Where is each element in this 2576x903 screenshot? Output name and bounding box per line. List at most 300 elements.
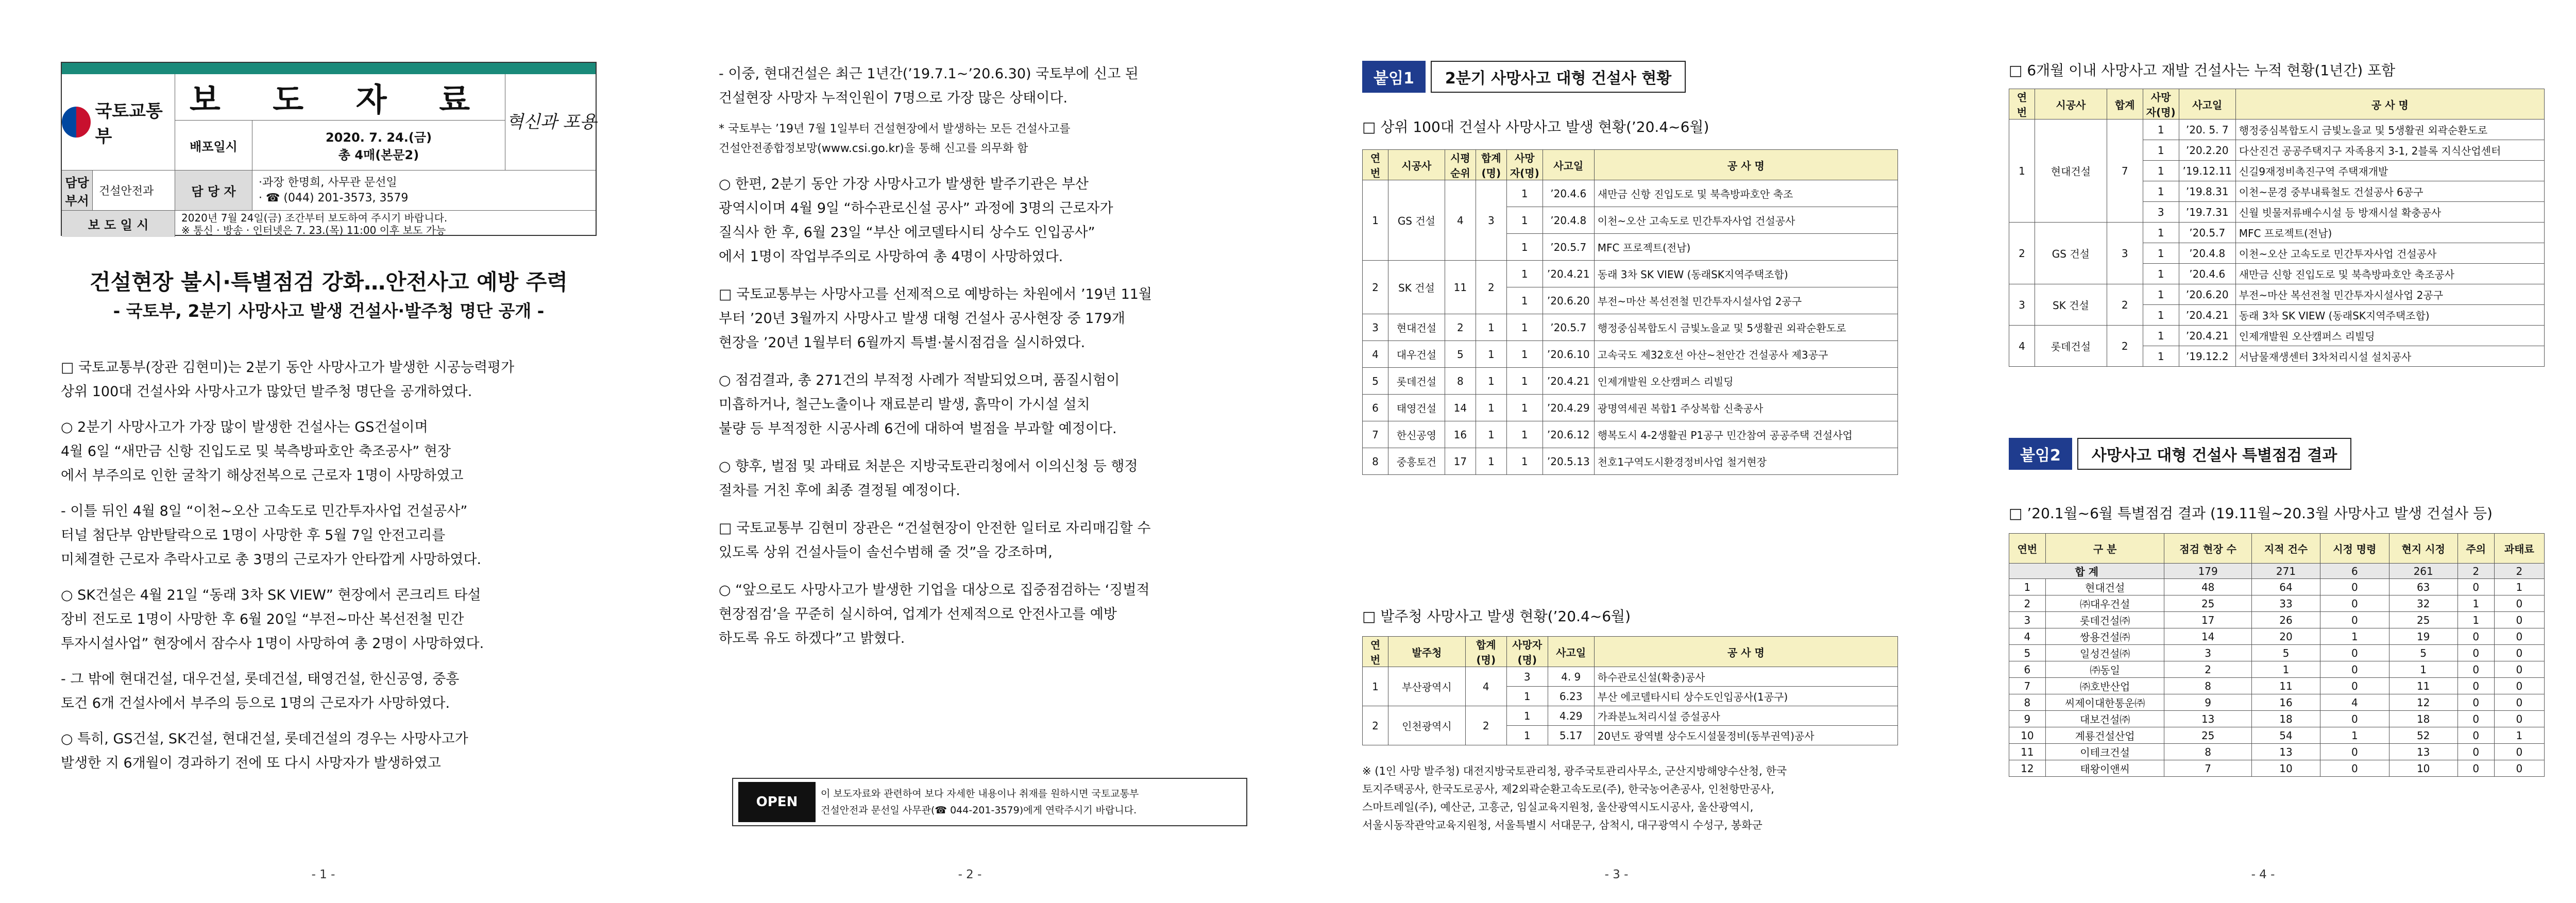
table-cell: 1 <box>1506 261 1543 287</box>
table-row <box>1363 667 1898 687</box>
table-cell: ’20.4.8 <box>1543 207 1594 234</box>
table-row <box>2009 284 2545 305</box>
table-row <box>1363 448 1898 475</box>
table-row <box>1363 341 1898 368</box>
table-cell: 행정중심복합도시 금빛노을교 및 5생활권 외곽순환도로 <box>2235 120 2544 140</box>
table-cell: 태영건설 <box>1388 395 1445 421</box>
dept-label: 담당 부서 <box>62 171 93 210</box>
body-line: 광역시이며 4월 9일 “하수관로신설 공사” 과정에 3명의 근로자가 <box>719 200 1113 216</box>
column-header: 연번 <box>1363 637 1388 667</box>
table-cell: 3 <box>1363 314 1388 341</box>
table-cell: 롯데건설 <box>2035 326 2107 367</box>
table-cell: 동래 3차 SK VIEW (동래SK지역주택조합) <box>2235 305 2544 326</box>
table-cell: 부산광역시 <box>1388 667 1465 706</box>
column-header: 합계(명) <box>1465 637 1506 667</box>
body-line: □ 국토교통부는 사망사고를 선제적으로 예방하는 차원에서 ’19년 11월 <box>719 286 1153 302</box>
table-cell: 1 <box>2143 161 2179 181</box>
table-cell: 2 <box>1445 314 1476 341</box>
table-cell: 3 <box>2164 645 2251 661</box>
table-cell: 7 <box>2164 760 2251 777</box>
table-cell: 8 <box>2164 678 2251 694</box>
table-cell: 이천~오산 고속도로 민간투자사업 건설공사 <box>2235 243 2544 264</box>
column-header: 주의 <box>2458 534 2494 564</box>
table-cell: 13 <box>2164 711 2251 727</box>
table-cell: 5 <box>1363 368 1388 395</box>
column-header: 사고일 <box>2179 89 2235 120</box>
table-cell: 0 <box>2494 645 2544 661</box>
table-cell: 1 <box>2143 140 2179 161</box>
column-header: 사고일 <box>1543 150 1594 180</box>
table-cell: 고속국도 제32호선 아산~천안간 건설공사 제3공구 <box>1594 341 1897 368</box>
table-cell: 1 <box>1506 706 1548 726</box>
client-deaths-table <box>1362 636 1898 745</box>
page1-body <box>61 355 607 775</box>
table-cell: 1 <box>2251 661 2320 678</box>
body-line: - 이중, 현대건설은 최근 1년간(’19.7.1~’20.6.30) 국토부에 신고 된 <box>719 66 1139 82</box>
column-header: 합계(명) <box>1476 150 1506 180</box>
body-line: 상위 100대 건설사와 사망사고가 많았던 발주청 명단을 공개하였다. <box>61 384 472 400</box>
table-cell: 8 <box>2164 744 2251 760</box>
table-cell: 7 <box>2009 678 2046 694</box>
total-row <box>2009 564 2545 579</box>
body-line: ○ “앞으로도 사망사고가 발생한 기업을 대상으로 집중점검하는 ‘징벌적 <box>719 582 1150 598</box>
table-cell: 5 <box>2251 645 2320 661</box>
table-cell: 1 <box>1506 234 1543 261</box>
table-cell: 14 <box>1445 395 1476 421</box>
table-cell: ’20.5.13 <box>1543 448 1594 475</box>
column-header: 연번 <box>1363 150 1388 180</box>
body-line: - 이틀 뒤인 4월 8일 “이천~오산 고속도로 민간투자사업 건설공사” <box>61 503 468 519</box>
table-cell: 25 <box>2164 595 2251 612</box>
table-cell: 서남물재생센터 3차처리시설 설치공사 <box>2235 346 2544 367</box>
table-cell: 5 <box>1445 341 1476 368</box>
table-cell: 261 <box>2389 564 2458 579</box>
table-cell: 14 <box>2164 628 2251 645</box>
table-cell: 롯데건설㈜ <box>2045 612 2164 628</box>
table-cell: 천호1구역도시환경정비사업 철거현장 <box>1594 448 1897 475</box>
body-line: - 그 밖에 현대건설, 대우건설, 롯데건설, 태영건설, 한신공영, 중흥 <box>61 671 460 687</box>
column-header: 과태료 <box>2494 534 2544 564</box>
column-header: 사망자(명) <box>2143 89 2179 120</box>
table-row <box>2009 595 2545 612</box>
table-cell: 새만금 신항 진입도로 및 북측방파호안 축조 <box>1594 180 1897 207</box>
attachment1-heading <box>1362 61 1686 93</box>
column-header: 연번 <box>2009 89 2035 120</box>
body-line: 발생한 지 6개월이 경과하기 전에 또 다시 사망자가 발생하였고 <box>61 755 441 771</box>
page-4 <box>1940 0 2576 903</box>
table-cell: 3 <box>2107 223 2143 284</box>
table-cell: 1 <box>2320 628 2389 645</box>
table-cell: 16 <box>2251 694 2320 711</box>
table-cell: 1 <box>1476 341 1506 368</box>
table-cell: 0 <box>2458 645 2494 661</box>
contact-row <box>62 170 596 210</box>
table-cell: 광명역세권 복합1 주상복합 신축공사 <box>1594 395 1897 421</box>
table-cell: 현대건설 <box>2035 120 2107 223</box>
table-cell: 다산진건 공공주택지구 자족용지 3-1, 2블록 지식산업센터 <box>2235 140 2544 161</box>
table-cell: 20년도 광역별 상수도시설물정비(동부권역)공사 <box>1594 726 1897 745</box>
table-cell: ’19.7.31 <box>2179 202 2235 223</box>
section-title: □ 상위 100대 건설사 사망사고 발생 현황(’20.4~6월) <box>1362 118 1709 135</box>
table-cell: 10 <box>2009 727 2046 744</box>
table-cell: 8 <box>2009 694 2046 711</box>
ministry-logo <box>62 74 175 170</box>
table-cell: 64 <box>2251 579 2320 595</box>
body-line: 절차를 거친 후에 최종 결정될 예정이다. <box>719 483 960 499</box>
table-cell: 0 <box>2320 711 2389 727</box>
table-cell: 0 <box>2494 711 2544 727</box>
table-cell: 1 <box>2143 305 2179 326</box>
table-cell: 2 <box>1465 706 1506 745</box>
body-line: 미체결한 근로자 추락사고로 총 3명의 근로자가 안타깝게 사망하였다. <box>61 552 482 568</box>
body-line: 건설현장 사망자 누적인원이 7명으로 가장 많은 상태이다. <box>719 90 1068 106</box>
table-row <box>1363 706 1898 726</box>
table-row <box>2009 326 2545 346</box>
table-cell: 3 <box>2009 612 2046 628</box>
table-cell: 1 <box>1476 368 1506 395</box>
table-cell: ’20.6.20 <box>1543 287 1594 314</box>
table-cell: 18 <box>2251 711 2320 727</box>
table-cell: 10 <box>2389 760 2458 777</box>
table-cell: 3 <box>1476 180 1506 261</box>
table-cell: 씨제이대한통운㈜ <box>2045 694 2164 711</box>
table-cell: 4 <box>2320 694 2389 711</box>
note <box>1362 762 1908 834</box>
attachment2-tag: 붙임2 <box>2009 438 2072 470</box>
body-line: 4월 6일 “새만금 신항 진입도로 및 북측방파호안 축조공사” 현장 <box>61 444 451 459</box>
column-header: 합계 <box>2107 89 2143 120</box>
table-cell: 0 <box>2458 628 2494 645</box>
table-cell: ’20. 5. 7 <box>2179 120 2235 140</box>
table-cell: 1 <box>1476 314 1506 341</box>
body-line: □ 국토교통부 김현미 장관은 “건설현장이 안전한 일터로 자리매김할 수 <box>719 520 1151 536</box>
table-cell: 1 <box>1506 448 1543 475</box>
slogan-logo: 혁신과 포용 <box>505 74 598 170</box>
embargo-row <box>62 210 596 237</box>
attachment1-title: 2분기 사망사고 대형 건설사 현황 <box>1431 61 1686 93</box>
table-cell: 0 <box>2458 694 2494 711</box>
table-cell: 0 <box>2494 678 2544 694</box>
table-cell: 1 <box>1506 207 1543 234</box>
table-cell: 2 <box>1476 261 1506 314</box>
table-cell: 0 <box>2458 727 2494 744</box>
table-cell: ’20.2.20 <box>2179 140 2235 161</box>
table-cell: 2 <box>2009 223 2035 284</box>
table-cell: 13 <box>2251 744 2320 760</box>
table-cell: 33 <box>2251 595 2320 612</box>
table-cell: 일성건설㈜ <box>2045 645 2164 661</box>
column-header: 공 사 명 <box>2235 89 2544 120</box>
table-cell: 6.23 <box>1548 687 1594 706</box>
table-cell: 11 <box>2251 678 2320 694</box>
table-cell: 1 <box>1506 314 1543 341</box>
person-info: ·과장 한명희, 사무관 문선일 · ☎ (044) 201-3573, 3579 <box>259 176 409 205</box>
section-title: □ ’20.1월~6월 특별점검 결과 (19.11월~20.3월 사망사고 발생 건설사 등) <box>2009 505 2493 522</box>
note-line: 서울시동작관악교육지원청, 서울특별시 서대문구, 삼척시, 대구광역시 수성구, 봉화군 <box>1362 819 1762 831</box>
table-cell: 17 <box>2164 612 2251 628</box>
table-cell: 부전~마산 복선전철 민간투자시설사업 2공구 <box>2235 284 2544 305</box>
body-line: ○ 특히, GS건설, SK건설, 현대건설, 롯데건설의 경우는 사망사고가 <box>61 731 468 747</box>
body-line: ○ SK건설은 4월 21일 “동래 3차 SK VIEW” 현장에서 콘크리트 타설 <box>61 587 481 603</box>
table-cell: 3 <box>2009 284 2035 326</box>
table-cell: 4.29 <box>1548 706 1594 726</box>
column-header: 공 사 명 <box>1594 637 1897 667</box>
table-row <box>2009 694 2545 711</box>
body-line: 부터 ’20년 3월까지 사망사고 발생 대형 건설사 공사현장 중 179개 <box>719 311 1125 327</box>
table-cell: 2 <box>2458 564 2494 579</box>
table-cell: MFC 프로젝트(전남) <box>2235 223 2544 243</box>
table-cell: 0 <box>2320 612 2389 628</box>
table-row <box>1363 421 1898 448</box>
table-cell: 9 <box>2164 694 2251 711</box>
body-line: ○ 한편, 2분기 동안 가장 사망사고가 발생한 발주기관은 부산 <box>719 176 1089 192</box>
table-cell: 11 <box>2389 678 2458 694</box>
table-cell: 1 <box>1506 180 1543 207</box>
open-license-logo: OPEN <box>738 782 816 822</box>
table-cell: 25 <box>2389 612 2458 628</box>
body-line: 하도록 유도 하겠다”고 밝혔다. <box>719 631 905 646</box>
column-header: 사망자(명) <box>1506 637 1548 667</box>
table-cell: 52 <box>2389 727 2458 744</box>
table-cell: 4. 9 <box>1548 667 1594 687</box>
table-cell: 8 <box>1445 368 1476 395</box>
table-cell: 2 <box>1363 261 1388 314</box>
table-cell: 1 <box>2143 243 2179 264</box>
table-cell: 0 <box>2494 612 2544 628</box>
table-cell: 0 <box>2494 744 2544 760</box>
table-cell: 중흥토건 <box>1388 448 1445 475</box>
header-bar <box>62 63 596 74</box>
table-cell: 1 <box>1476 395 1506 421</box>
body-line: 터널 첨단부 암반탈락으로 1명이 사망한 후 5월 7일 안전고리를 <box>61 527 446 543</box>
table-cell: 0 <box>2320 579 2389 595</box>
attachment2-title: 사망사고 대형 건설사 특별점검 결과 <box>2077 438 2351 470</box>
table-cell: ’20.4.8 <box>2179 243 2235 264</box>
section-title: □ 발주청 사망사고 발생 현황(’20.4~6월) <box>1362 608 1631 625</box>
column-header: 시정 명령 <box>2320 534 2389 564</box>
construction-deaths-table <box>1362 149 1898 475</box>
table-cell: 2 <box>2009 595 2046 612</box>
table-cell: 0 <box>2320 760 2389 777</box>
table-cell: 0 <box>2458 744 2494 760</box>
table-cell: 9 <box>2009 711 2046 727</box>
table-cell: 7 <box>2107 120 2143 223</box>
table-cell: 신월 빗물저류배수시설 등 방재시설 확충공사 <box>2235 202 2544 223</box>
table-cell: 현대건설 <box>2045 579 2164 595</box>
table-cell: ’20.5.7 <box>1543 234 1594 261</box>
table-cell: ㈜호반산업 <box>2045 678 2164 694</box>
body-line: □ 국토교통부(장관 김현미)는 2분기 동안 사망사고가 발생한 시공능력평가 <box>61 360 515 376</box>
table-row <box>2009 744 2545 760</box>
table-cell: 8 <box>1363 448 1388 475</box>
table-cell: 3 <box>2143 202 2179 223</box>
table-cell: 5.17 <box>1548 726 1594 745</box>
table-cell: 5 <box>2009 645 2046 661</box>
table-cell: 부전~마산 복선전철 민간투자시설사업 2공구 <box>1594 287 1897 314</box>
table-row <box>2009 760 2545 777</box>
body-line: 건설안전종합정보망(www.csi.go.kr)을 통해 신고를 의무화 함 <box>719 142 1028 155</box>
body-line: 있도록 상위 건설사들이 솔선수범해 줄 것”을 강조하며, <box>719 544 1053 560</box>
table-cell: 32 <box>2389 595 2458 612</box>
table-cell: 10 <box>2251 760 2320 777</box>
table-cell: 1 <box>2458 612 2494 628</box>
table-cell: 1 <box>2009 579 2046 595</box>
table-cell: 쌍용건설㈜ <box>2045 628 2164 645</box>
table-cell: 12 <box>2009 760 2046 777</box>
table-cell: ’20.6.10 <box>1543 341 1594 368</box>
column-header: 사망자(명) <box>1506 150 1543 180</box>
table-cell: 대우건설 <box>1388 341 1445 368</box>
table-cell: 271 <box>2251 564 2320 579</box>
table-cell: 롯데건설 <box>1388 368 1445 395</box>
column-header: 발주청 <box>1388 637 1465 667</box>
table-cell: 1 <box>1506 687 1548 706</box>
table-cell: 행정중심복합도시 금빛노을교 및 5생활권 외곽순환도로 <box>1594 314 1897 341</box>
body-line: ○ 향후, 벌점 및 과태료 처분은 지방국토관리청에서 이의신청 등 행정 <box>719 458 1138 474</box>
table-cell: 1 <box>2009 120 2035 223</box>
note-line: 토지주택공사, 한국도로공사, 제2외곽순환고속도로(주), 한국농어촌공사, 인천항만공사, <box>1362 783 1774 795</box>
page-1 <box>0 0 647 903</box>
table-cell: ’20.6.20 <box>2179 284 2235 305</box>
table-cell: 16 <box>1445 421 1476 448</box>
table-row <box>2009 612 2545 628</box>
page-number: - 1 - <box>311 868 335 881</box>
table-cell: 이천~문경 중부내륙철도 건설공사 6공구 <box>2235 181 2544 202</box>
body-line: 질식사 한 후, 6월 23일 “부산 에코델타시티 상수도 인입공사” <box>719 225 1095 241</box>
column-header: 연번 <box>2009 534 2046 564</box>
table-cell: 인제개발원 오산캠퍼스 리빌딩 <box>2235 326 2544 346</box>
embargo-info: 2020년 7월 24일(금) 조간부터 보도하여 주시기 바랍니다. ※ 통신 · 방송 · 인터넷은 7. 23.(목) 11:00 이후 보도 가능 <box>181 211 448 236</box>
table-cell: 한신공영 <box>1388 421 1445 448</box>
press-release-title: 보 도 자 료 <box>175 74 505 121</box>
open-license-text: 이 보도자료와 관련하여 보다 자세한 내용이나 취재를 원하시면 국토교통부 건설안전과 문선일 사무관(☎ 044-201-3579)에게 연락주시기 바랍니다. <box>821 788 1139 816</box>
table-cell: 6 <box>2320 564 2389 579</box>
table-row <box>1363 368 1898 395</box>
document-subtitle: - 국토부, 2분기 사망사고 발생 건설사·발주청 명단 공개 - <box>113 301 545 321</box>
column-header: 시공사 <box>2035 89 2107 120</box>
taegeuk-icon <box>62 107 91 138</box>
table-cell: ’20.4.21 <box>2179 326 2235 346</box>
document-title: 건설현장 불시·특별점검 강화…안전사고 예방 주력 <box>90 269 568 295</box>
column-header: 현지 시정 <box>2389 534 2458 564</box>
table-cell: 1 <box>2494 579 2544 595</box>
release-label: 배포일시 <box>175 121 252 170</box>
column-header: 공 사 명 <box>1594 150 1897 180</box>
body-line: 장비 전도로 1명이 사망한 후 6월 20일 “부전~마산 복선전철 민간 <box>61 611 464 627</box>
table-row <box>2009 661 2545 678</box>
page-number: - 3 - <box>1604 868 1629 881</box>
table-cell: 0 <box>2458 579 2494 595</box>
table-cell: ’20.4.6 <box>2179 264 2235 284</box>
body-line: ○ 2분기 사망사고가 가장 많이 발생한 건설사는 GS건설이며 <box>61 419 428 435</box>
person-label: 담 당 자 <box>175 171 252 210</box>
table-cell: 1 <box>1476 448 1506 475</box>
table-cell: GS 건설 <box>2035 223 2107 284</box>
table-cell: 19 <box>2389 628 2458 645</box>
table-cell: 1 <box>2143 284 2179 305</box>
table-cell: 26 <box>2251 612 2320 628</box>
table-cell: 0 <box>2320 678 2389 694</box>
table-cell: 1 <box>2494 727 2544 744</box>
table-cell: 1 <box>1363 180 1388 261</box>
column-header: 지적 건수 <box>2251 534 2320 564</box>
table-cell: 0 <box>2458 760 2494 777</box>
table-cell: 4 <box>2009 628 2046 645</box>
table-cell: 0 <box>2494 760 2544 777</box>
body-line: 에서 1명이 작업부주의로 사망하여 총 4명이 사망하였다. <box>719 249 1063 265</box>
table-cell: 2 <box>2164 661 2251 678</box>
table-cell: 새만금 신항 진입도로 및 북측방파호안 축조공사 <box>2235 264 2544 284</box>
repeat-deaths-table <box>2009 89 2545 367</box>
table-cell: 동래 3차 SK VIEW (동래SK지역주택조합) <box>1594 261 1897 287</box>
note-line: 스마트레일(주), 예산군, 고흥군, 임실교육지원청, 울산광역시도시공사, 울산광역시, <box>1362 801 1754 813</box>
table-cell: 1 <box>1506 395 1543 421</box>
table-cell: 179 <box>2164 564 2251 579</box>
table-cell: 1 <box>2143 120 2179 140</box>
table-row <box>1363 261 1898 287</box>
table-cell: GS 건설 <box>1388 180 1445 261</box>
table-cell: ’20.4.6 <box>1543 180 1594 207</box>
table-cell: 25 <box>2164 727 2251 744</box>
table-cell: 인제개발원 오산캠퍼스 리빌딩 <box>1594 368 1897 395</box>
table-cell: 이천~오산 고속도로 민간투자사업 건설공사 <box>1594 207 1897 234</box>
table-cell: 4 <box>1363 341 1388 368</box>
table-cell: 0 <box>2320 661 2389 678</box>
table-cell: 0 <box>2458 661 2494 678</box>
column-header: 점검 현장 수 <box>2164 534 2251 564</box>
table-cell: ’19.12.11 <box>2179 161 2235 181</box>
note-line: ※ (1인 사망 발주청) 대전지방국토관리청, 광주국토관리사무소, 군산지방해양수산청, 한국 <box>1362 765 1787 777</box>
table-cell: 신길9재정비촉진구역 주택재개발 <box>2235 161 2544 181</box>
table-cell: 1 <box>2143 346 2179 367</box>
table-cell: 54 <box>2251 727 2320 744</box>
table-cell: 1 <box>2320 727 2389 744</box>
table-cell: 행복도시 4-2생활권 P1공구 민간참여 공공주택 건설사업 <box>1594 421 1897 448</box>
table-cell: 1 <box>2143 223 2179 243</box>
table-cell: 1 <box>2458 595 2494 612</box>
table-row <box>2009 579 2545 595</box>
table-cell: 1 <box>2389 661 2458 678</box>
table-cell: 0 <box>2494 595 2544 612</box>
table-row <box>2009 223 2545 243</box>
page-number: - 4 - <box>2251 868 2275 881</box>
ministry-name: 국토교통부 <box>95 101 163 147</box>
table-cell: 1 <box>2143 326 2179 346</box>
table-cell: 대보건설㈜ <box>2045 711 2164 727</box>
table-cell: 5 <box>2389 645 2458 661</box>
table-cell: 3 <box>1506 667 1548 687</box>
table-cell: 4 <box>1445 180 1476 261</box>
open-license-box <box>732 778 1247 826</box>
table-row <box>1363 395 1898 421</box>
table-cell: 6 <box>1363 395 1388 421</box>
table-cell: 4 <box>1465 667 1506 706</box>
table-cell: 7 <box>1363 421 1388 448</box>
table-cell: ’20.5.7 <box>2179 223 2235 243</box>
page2-body <box>719 62 1270 651</box>
table-cell: ’20.4.29 <box>1543 395 1594 421</box>
table-cell: 2 <box>2107 326 2143 367</box>
table-cell: ’19.8.31 <box>2179 181 2235 202</box>
table-cell: 20 <box>2251 628 2320 645</box>
page-2 <box>647 0 1293 903</box>
body-line: 현장을 ’20년 1월부터 6월까지 특별·불시점검을 실시하였다. <box>719 335 1086 351</box>
table-row <box>2009 727 2545 744</box>
table-row <box>2009 120 2545 140</box>
page-3 <box>1293 0 1940 903</box>
attachment2-heading <box>2009 438 2351 470</box>
column-header: 사고일 <box>1548 637 1594 667</box>
